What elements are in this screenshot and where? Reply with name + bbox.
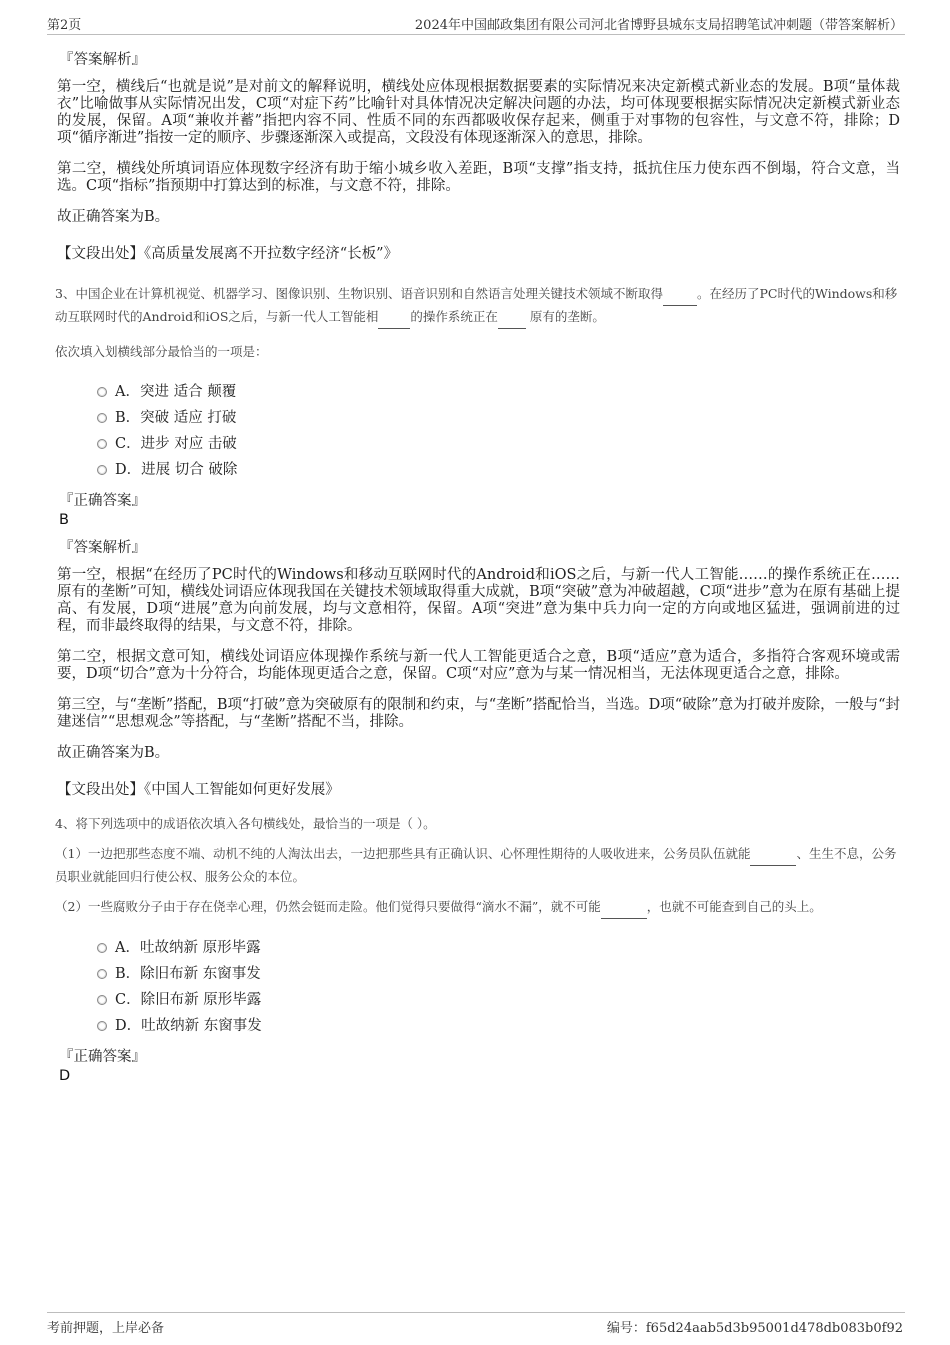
q4-answer: D (59, 1068, 71, 1084)
footer-slogan: 考前押题，上岸必备 (47, 1321, 165, 1336)
blank-line (498, 306, 526, 329)
document-title: 2024年中国邮政集团有限公司河北省博野县城东支局招聘笔试冲刺题（带答案解析） (414, 18, 903, 33)
q3-analysis-label: 『答案解析』 (59, 540, 146, 556)
q4-sub-2: （2）一些腐败分子由于存在侥幸心理，仍然会铤而走险。他们觉得只要做得“滴水不漏”，就不可能 ，也就不可能查到自己的头上。 (55, 896, 900, 919)
q3-analysis-para-3: 第三空，与“垄断”搭配，B项“打破”意为突破原有的限制和约束，与“垄断”搭配恰当，当选。D项“破除”意为打破并废除，一般与“封建迷信”“思想观念”等搭配，与“垄断”搭配不当，排除。 (57, 697, 900, 730)
q4-sub-1: （1）一边把那些态度不端、动机不纯的人淘汰出去，一边把那些具有正确认识、心怀理性期待的人吸收进来，公务员队伍就能 、生生不息，公务员职业就能回归行使公权、服务公众的本位。 (55, 843, 900, 888)
q3-option-b[interactable]: B．突破 适应 打破 (97, 405, 900, 431)
q4-option-c[interactable]: C．除旧布新 原形毕露 (97, 987, 900, 1013)
q4-text: 4、将下列选项中的成语依次填入各句横线处，最恰当的一项是（ ）。 (55, 816, 436, 831)
radio-icon[interactable] (97, 413, 107, 423)
document-id: 编号：f65d24aab5d3b95001d478db083b0f92 (606, 1321, 903, 1336)
q3-source: 【文段出处】《中国人工智能如何更好发展》 (57, 782, 340, 798)
radio-icon[interactable] (97, 995, 107, 1005)
q2-analysis-para-1: 第一空，横线后“也就是说”是对前文的解释说明，横线处应体现根据数据要素的实际情况来决定新模式新业态的发展。B项“量体裁衣”比喻做事从实际情况出发，C项“对症下药”比喻针对具体情况决定解决问题的办法，均可体现要根据实际情况决定新模式新业态的发展，保留。A项“兼收并蓄”指把内容不同、性质不同的东西都吸收保存起来，侧重于对事物的包容性，与文意不符，排除；D项“循序渐进”指按一定的顺序、步骤逐渐深入或提高，文段没有体现逐渐深入的意思，排除。 (57, 79, 900, 146)
q2-analysis-para-2: 第二空，横线处所填词语应体现数字经济有助于缩小城乡收入差距，B项“支撑”指支持，抵抗住压力使东西不倒塌，符合文意，当选。C项“指标”指预期中打算达到的标准，与文意不符，排除。 (57, 161, 900, 194)
main-content (55, 40, 900, 1084)
blank-line (378, 306, 410, 329)
radio-icon[interactable] (97, 387, 107, 397)
q4-option-a[interactable]: A．吐故纳新 原形毕露 (97, 935, 900, 961)
radio-icon[interactable] (97, 943, 107, 953)
radio-icon[interactable] (97, 969, 107, 979)
q2-analysis-label: 『答案解析』 (59, 52, 146, 68)
blank-line (663, 283, 697, 306)
q3-option-c[interactable]: C．进步 对应 击破 (97, 431, 900, 457)
q3-conclusion: 故正确答案为B。 (57, 745, 170, 761)
q4-option-b[interactable]: B．除旧布新 东窗事发 (97, 961, 900, 987)
q2-conclusion: 故正确答案为B。 (57, 209, 170, 225)
q3-analysis-para-2: 第二空，根据文意可知，横线处词语应体现操作系统与新一代人工智能更适合之意，B项“适应”意为适合，多指符合客观环境或需要，D项“切合”意为十分符合，均能体现更适合之意，保留。C项“对应”意为与某一情况相当，无法体现更适合之意，排除。 (57, 649, 900, 682)
q3-analysis-para-1: 第一空，根据“在经历了PC时代的Windows和移动互联网时代的Android和iOS之后，与新一代人工智能……的操作系统正在……原有的垄断”可知，横线处词语应体现我国在关键技术领域取得重大成就，B项“突破”意为冲破超越，C项“进步”意为在原有基础上提高、有发展，D项“进展”意为向前发展，均与文意相符，保留。A项“突进”意为集中兵力向一定的方向或地区猛进，强调前进的过程，而非最终取得的结果，与文意不符，排除。 (57, 567, 900, 634)
radio-icon[interactable] (97, 1021, 107, 1031)
q3-prompt: 依次填入划横线部分最恰当的一项是： (55, 344, 268, 359)
q4-option-d[interactable]: D．吐故纳新 东窗事发 (97, 1013, 900, 1039)
q3-answer: B (59, 512, 69, 528)
q3-options (97, 379, 900, 483)
q3-text: 3、中国企业在计算机视觉、机器学习、图像识别、生物识别、语音识别和自然语言处理关键技术领域不断取得 。在经历了PC时代的Windows和移动互联网时代的Android和iOS之后，与新一代人工智能相 的操作系统正在 原有的垄断。 (55, 283, 900, 329)
page-number: 第2页 (47, 18, 82, 33)
blank-line (750, 843, 796, 866)
radio-icon[interactable] (97, 439, 107, 449)
radio-icon[interactable] (97, 465, 107, 475)
page-footer (47, 1312, 905, 1339)
q4-answer-label: 『正确答案』 (59, 1049, 146, 1065)
q3-option-a[interactable]: A．突进 适合 颠覆 (97, 379, 900, 405)
page-header (47, 12, 905, 35)
blank-line (601, 896, 647, 919)
q3-answer-label: 『正确答案』 (59, 493, 146, 509)
q3-option-d[interactable]: D．进展 切合 破除 (97, 457, 900, 483)
q4-options (97, 935, 900, 1039)
q2-source: 【文段出处】《高质量发展离不开拉数字经济“长板”》 (57, 246, 399, 262)
